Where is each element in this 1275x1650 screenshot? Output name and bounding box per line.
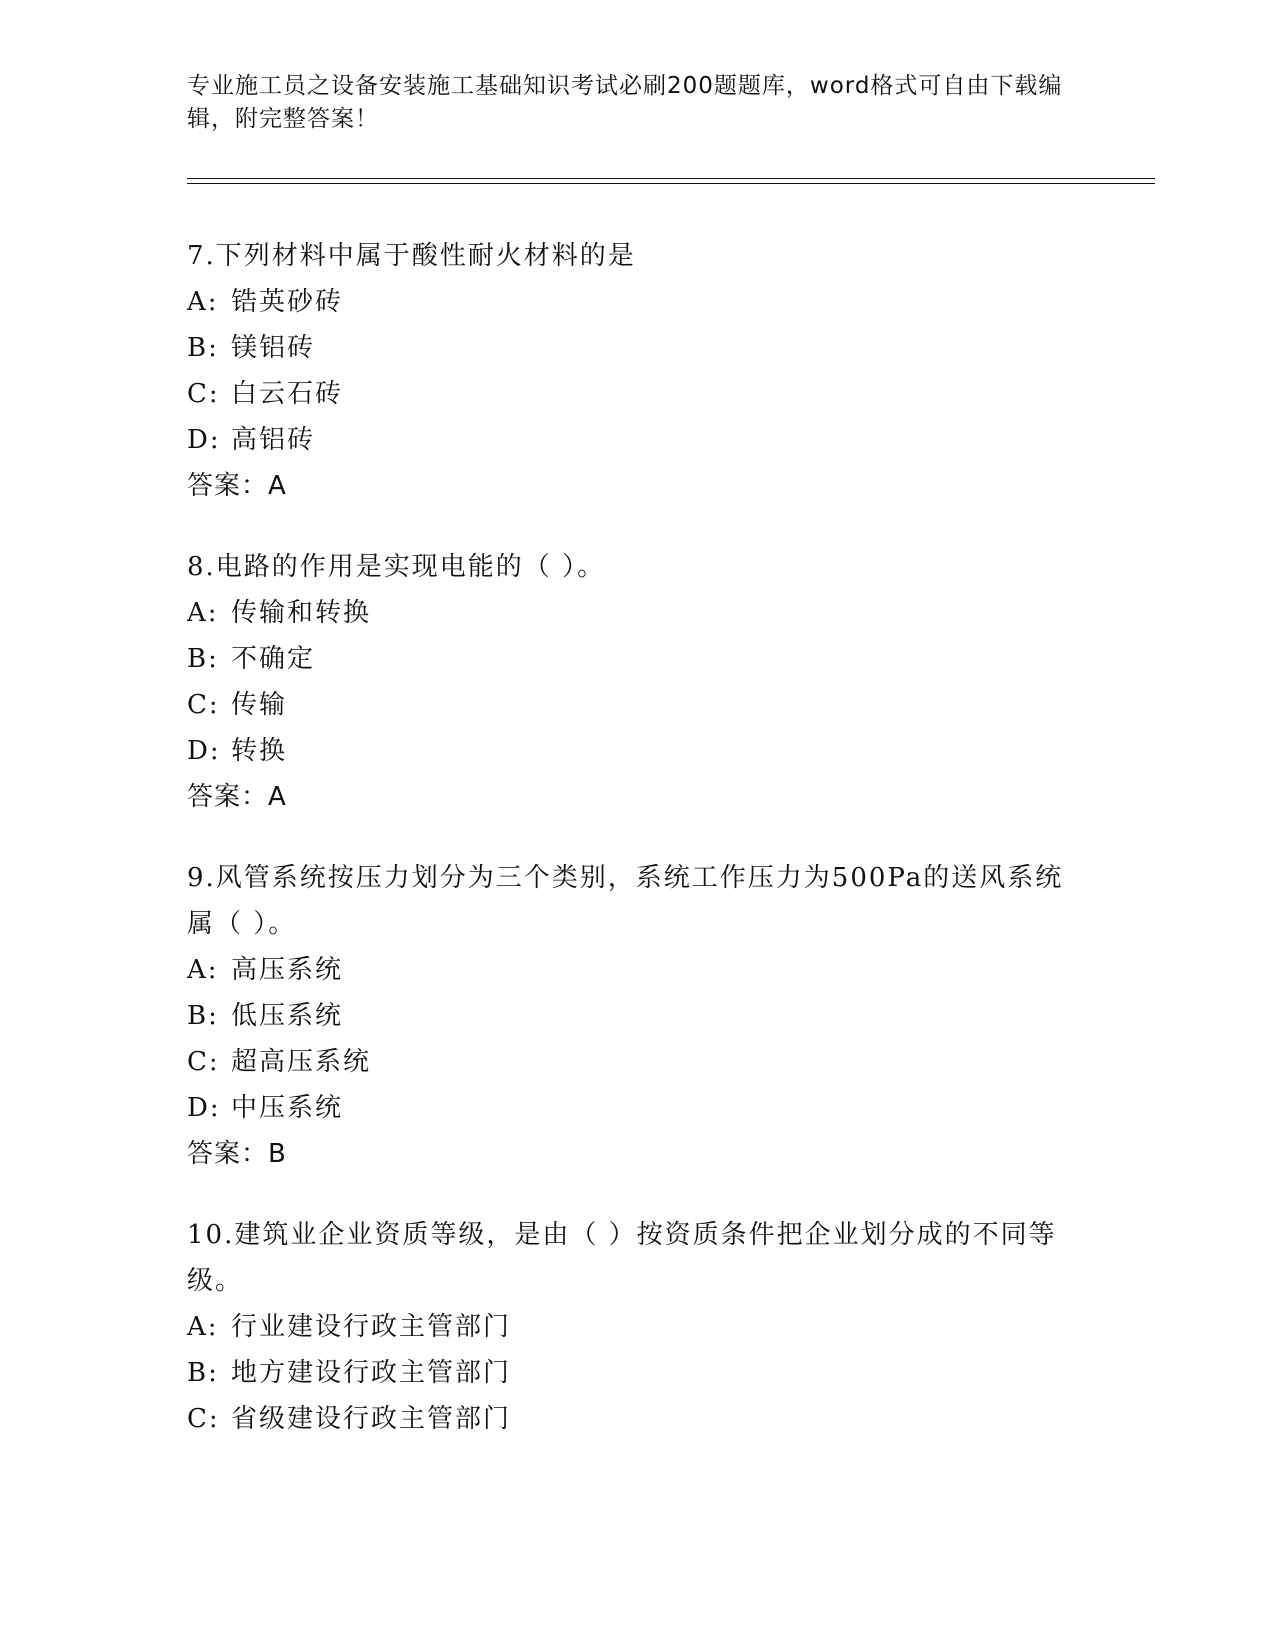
option-d bbox=[187, 417, 1067, 463]
option-d bbox=[187, 728, 1067, 774]
option-text: 不确定 bbox=[231, 644, 316, 674]
option-b bbox=[187, 1350, 1067, 1396]
question-text: 8.电路的作用是实现电能的（ ）。 bbox=[187, 552, 606, 582]
option-a bbox=[187, 947, 1067, 993]
option-letter: D: bbox=[187, 425, 221, 455]
option-letter: C: bbox=[187, 690, 220, 720]
option-c bbox=[187, 371, 1067, 417]
header-rule-bottom bbox=[187, 183, 1155, 184]
header-rule-top bbox=[187, 178, 1155, 179]
question-8 bbox=[187, 544, 1067, 820]
option-b bbox=[187, 325, 1067, 371]
option-a bbox=[187, 1304, 1067, 1350]
question-9 bbox=[187, 855, 1067, 1177]
document-header: 专业施工员之设备安装施工基础知识考试必刷200题题库，word格式可自由下载编辑，附完整答案！ bbox=[187, 73, 1063, 132]
question-10 bbox=[187, 1212, 1067, 1442]
option-text: 传输 bbox=[231, 690, 288, 720]
option-letter: B: bbox=[187, 1358, 219, 1388]
option-b bbox=[187, 636, 1067, 682]
option-letter: D: bbox=[187, 736, 221, 766]
option-text: 镁铝砖 bbox=[231, 333, 316, 363]
question-text: 7.下列材料中属于酸性耐火材料的是 bbox=[187, 241, 636, 271]
option-c bbox=[187, 1396, 1067, 1442]
option-letter: A: bbox=[187, 1312, 219, 1342]
option-letter: B: bbox=[187, 644, 219, 674]
question-text: 10.建筑业企业资质等级，是由（ ）按资质条件把企业划分成的不同等级。 bbox=[187, 1220, 1057, 1296]
answer-line: 答案：A bbox=[187, 471, 287, 501]
question-list bbox=[187, 233, 1067, 1477]
option-letter: D: bbox=[187, 1093, 221, 1123]
question-7 bbox=[187, 233, 1067, 509]
option-text: 锆英砂砖 bbox=[231, 287, 344, 317]
option-text: 超高压系统 bbox=[231, 1047, 372, 1077]
option-d bbox=[187, 1085, 1067, 1131]
option-text: 高压系统 bbox=[231, 955, 344, 985]
answer-line: 答案：A bbox=[187, 782, 287, 812]
option-text: 白云石砖 bbox=[231, 379, 344, 409]
option-letter: A: bbox=[187, 955, 219, 985]
option-letter: A: bbox=[187, 287, 219, 317]
option-letter: C: bbox=[187, 1047, 220, 1077]
option-letter: C: bbox=[187, 1404, 220, 1434]
option-letter: B: bbox=[187, 333, 219, 363]
option-text: 转换 bbox=[231, 736, 288, 766]
option-text: 行业建设行政主管部门 bbox=[231, 1312, 512, 1342]
option-text: 中压系统 bbox=[231, 1093, 344, 1123]
option-text: 地方建设行政主管部门 bbox=[231, 1358, 512, 1388]
option-b bbox=[187, 993, 1067, 1039]
question-text: 9.风管系统按压力划分为三个类别，系统工作压力为500Pa的送风系统属（ ）。 bbox=[187, 863, 1064, 939]
option-text: 传输和转换 bbox=[231, 598, 372, 628]
option-c bbox=[187, 682, 1067, 728]
option-letter: A: bbox=[187, 598, 219, 628]
option-letter: B: bbox=[187, 1001, 219, 1031]
option-text: 省级建设行政主管部门 bbox=[231, 1404, 512, 1434]
option-a bbox=[187, 590, 1067, 636]
option-text: 高铝砖 bbox=[231, 425, 316, 455]
option-c bbox=[187, 1039, 1067, 1085]
option-letter: C: bbox=[187, 379, 220, 409]
option-a bbox=[187, 279, 1067, 325]
answer-line: 答案：B bbox=[187, 1139, 287, 1169]
option-text: 低压系统 bbox=[231, 1001, 344, 1031]
